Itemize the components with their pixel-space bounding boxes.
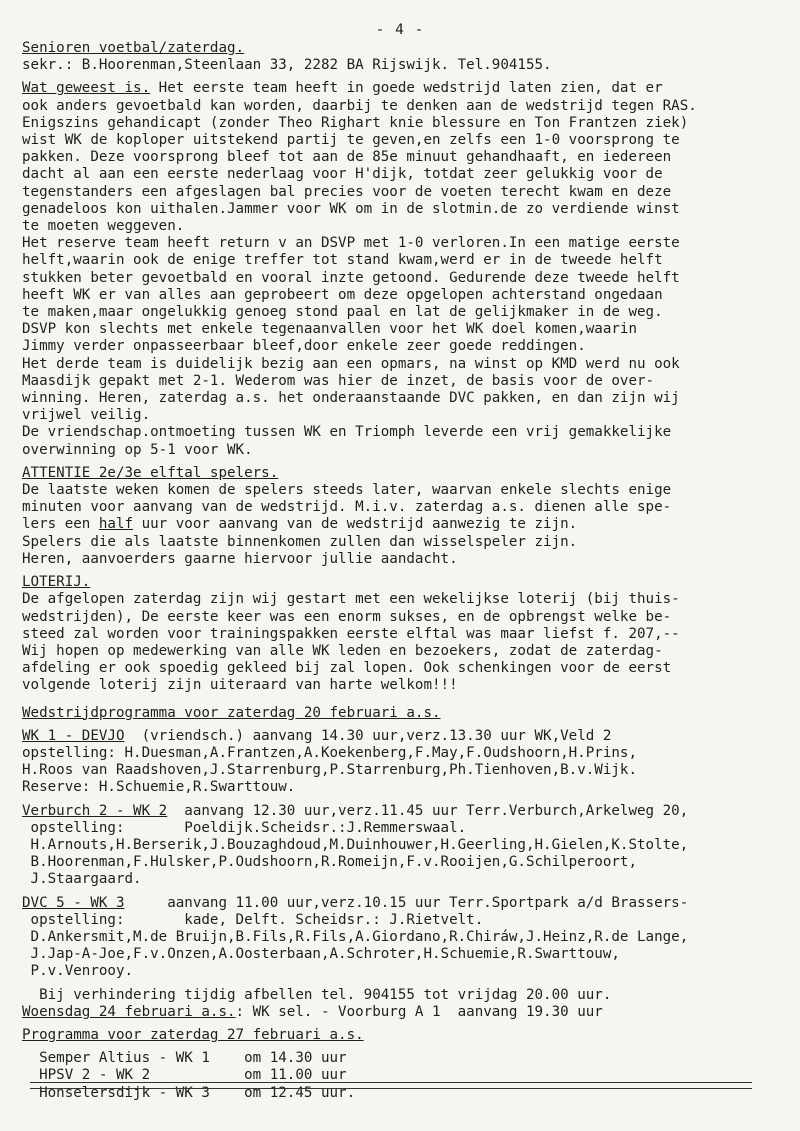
- wat-geweest-first-line: Wat geweest is. Het eerste team heeft in goede wedstrijd laten zien, dat er: [22, 80, 663, 97]
- match-wk1-devjo: [22, 728, 782, 797]
- divider-line: [30, 1082, 752, 1083]
- fixture-row: Honselersdijk - WK 3 om 12.45 uur.: [22, 1084, 356, 1101]
- programma-27-list: [22, 1050, 782, 1102]
- lineup-line: Reserve: H.Schuemie,R.Swarttouw.: [22, 779, 296, 796]
- paragraph-line: Spelers die als laatste binnenkomen zullen dan wisselspeler zijn.: [22, 533, 578, 550]
- document-body: [22, 40, 782, 1102]
- paragraph-line: te moeten weggeven.: [22, 218, 185, 235]
- wat-geweest-paragraph: [22, 98, 782, 459]
- paragraph-line: afdeling er ook spoedig gekleed bij zal lopen. Ook schenkingen voor de eerst: [22, 660, 672, 677]
- section-heading-wat-geweest: Wat geweest is.: [22, 80, 151, 97]
- match-title: Verburch 2 - WK 2: [22, 802, 168, 819]
- paragraph-line: Het derde team is duidelijk bezig aan een opmars, na winst op KMD werd nu ook: [22, 355, 680, 372]
- paragraph-line: heeft WK er van alles aan geprobeert om deze opgelopen achterstand ongedaan: [22, 286, 663, 303]
- paragraph-line: vrijwel veilig.: [22, 407, 151, 424]
- match-info: (vriendsch.) aanvang 14.30 uur,verz.13.30 uur WK,Veld 2: [124, 727, 612, 744]
- lineup-line: H.Arnouts,H.Berserik,J.Bouzaghdoud,M.Duinhouwer,H.Geerling,H.Gielen,K.Stolte,: [22, 836, 689, 853]
- section-heading-loterij: LOTERIJ.: [22, 574, 91, 591]
- paragraph-line: volgende loterij zijn uiteraard van harte welkom!!!: [22, 677, 458, 694]
- paragraph-line: stukken beter gevoetbald en vooral inzte getoond. Gedurende deze tweede helft: [22, 269, 680, 286]
- match-verburch2-wk2: [22, 803, 782, 889]
- paragraph-line: overwinning op 5-1 voor WK.: [22, 441, 253, 458]
- paragraph-line: ook anders gevoetbald kan worden, daarbij te denken aan de wedstrijd tegen RAS.: [22, 97, 697, 114]
- page-number: - 4 -: [375, 22, 425, 38]
- paragraph-line: Het reserve team heeft return v an DSVP met 1-0 verloren.In een matige eerste: [22, 235, 680, 252]
- match-info: aanvang 11.00 uur,verz.10.15 uur Terr.Sportpark a/d Brassers-: [124, 894, 689, 911]
- paragraph-line: De vriendschap.ontmoeting tussen WK en Triomph leverde een vrij gemakkelijke: [22, 424, 672, 441]
- divider-line: [30, 1088, 752, 1089]
- emphasis-half: half: [98, 516, 134, 533]
- paragraph-line: Enigszins gehandicapt (zonder Theo Righart knie blessure en Ton Frantzen ziek): [22, 114, 689, 131]
- lineup-line: opstelling: Poeldijk.Scheidsr.:J.Remmerswaal.: [22, 819, 467, 836]
- paragraph-line: wist WK de koploper uitstekend partij te geven,en zelfs een 1-0 voorsprong te: [22, 132, 680, 149]
- paragraph-line: dacht al aan een eerste nederlaag voor H'dijk, totdat zeer gelukkig voor de: [22, 166, 663, 183]
- lineup-line: opstelling: H.Duesman,A.Frantzen,A.Koekenberg,F.May,F.Oudshoorn,H.Prins,: [22, 744, 637, 761]
- lineup-line: H.Roos van Raadshoven,J.Starrenburg,P.Starrenburg,Ph.Tienhoven,B.v.Wijk.: [22, 762, 637, 779]
- section-heading-attentie: ATTENTIE 2e/3e elftal spelers.: [22, 464, 279, 481]
- fixture-row: Semper Altius - WK 1 om 14.30 uur: [22, 1050, 347, 1067]
- woensdag-match: Woensdag 24 februari a.s.: WK sel. - Voorburg A 1 aanvang 19.30 uur: [22, 1003, 603, 1020]
- section-heading-wedstrijdprogramma: Wedstrijdprogramma voor zaterdag 20 februari a.s.: [22, 704, 441, 721]
- lineup-line: J.Staargaard.: [22, 871, 142, 888]
- attentie-paragraph: [22, 482, 782, 568]
- paragraph-line: De afgelopen zaterdag zijn wij gestart met een wekelijkse loterij (bij thuis-: [22, 591, 680, 608]
- section-heading-programma-27: Programma voor zaterdag 27 februari a.s.: [22, 1026, 364, 1043]
- match-title: WK 1 - DEVJO: [22, 727, 125, 744]
- section-heading-senioren: Senioren voetbal/zaterdag.: [22, 40, 245, 56]
- fixture-row: HPSV 2 - WK 2 om 11.00 uur: [22, 1067, 347, 1084]
- match-dvc5-wk3: [22, 895, 782, 981]
- paragraph-line: steed zal worden voor trainingspakken eerste elftal was maar liefst f. 207,--: [22, 625, 680, 642]
- woensdag-label: Woensdag 24 februari a.s.: [22, 1003, 236, 1020]
- paragraph-line: tegenstanders een afgeslagen bal precies voor de voeten terecht kwam en deze: [22, 183, 672, 200]
- paragraph-line: Maasdijk gepakt met 2-1. Wederom was hier de inzet, de basis voor de over-: [22, 372, 655, 389]
- match-info: aanvang 12.30 uur,verz.11.45 uur Terr.Verburch,Arkelweg 20,: [167, 802, 689, 819]
- paragraph-line: helft,waarin ook de enige treffer tot stand kwam,werd er in de tweede helft: [22, 252, 663, 269]
- lineup-line: D.Ankersmit,M.de Bruijn,B.Fils,R.Fils,A.Giordano,R.Chiráw,J.Heinz,R.de Lange,: [22, 928, 689, 945]
- loterij-paragraph: [22, 591, 782, 694]
- lineup-line: P.v.Venrooy.: [22, 963, 134, 980]
- paragraph-line: Heren, aanvoerders gaarne hiervoor jullie aandacht.: [22, 550, 458, 567]
- paragraph-line: genadeloos kon uithalen.Jammer voor WK om in de slotmin.de zo verdiende winst: [22, 200, 680, 217]
- paragraph-line: minuten voor aanvang van de wedstrijd. M.i.v. zaterdag a.s. dienen alle spe-: [22, 499, 672, 516]
- paragraph-line: Jimmy verder onpasseerbaar bleef,door enkele zeer goede reddingen.: [22, 338, 586, 355]
- paragraph-line: te maken,maar ongelukkig genoeg stond paal en lat de gelijkmaker in de weg.: [22, 304, 663, 321]
- secretary-contact: sekr.: B.Hoorenman,Steenlaan 33, 2282 BA Rijswijk. Tel.904155.: [22, 57, 552, 74]
- afbellen-notice: Bij verhindering tijdig afbellen tel. 904155 tot vrijdag 20.00 uur.: [22, 986, 612, 1003]
- paragraph-line: wedstrijden), De eerste keer was een enorm sukses, en de opbrengst welke be-: [22, 608, 672, 625]
- paragraph-line: pakken. Deze voorsprong bleef tot aan de 85e minuut gehandhaaft, en iedereen: [22, 149, 672, 166]
- lineup-line: B.Hoorenman,F.Hulsker,P.Oudshoorn,R.Romeijn,F.v.Rooijen,G.Schilperoort,: [22, 854, 637, 871]
- paragraph-line: De laatste weken komen de spelers steeds later, waarvan enkele slechts enige: [22, 482, 672, 499]
- paragraph-line: DSVP kon slechts met enkele tegenaanvallen voor het WK doel komen,waarin: [22, 321, 637, 338]
- paragraph-line: Wij hopen op medewerking van alle WK leden en bezoekers, zodat de zaterdag-: [22, 642, 663, 659]
- lineup-line: J.Jap-A-Joe,F.v.Onzen,A.Oosterbaan,A.Schroter,H.Schuemie,R.Swarttouw,: [22, 946, 620, 963]
- lineup-line: opstelling: kade, Delft. Scheidsr.: J.Rietvelt.: [22, 911, 484, 928]
- match-title: DVC 5 - WK 3: [22, 894, 125, 911]
- paragraph-line: winning. Heren, zaterdag a.s. het onderaanstaande DVC pakken, en dan zijn wij: [22, 390, 680, 407]
- paragraph-line: lers een half uur voor aanvang van de wedstrijd aanwezig te zijn.: [22, 516, 578, 533]
